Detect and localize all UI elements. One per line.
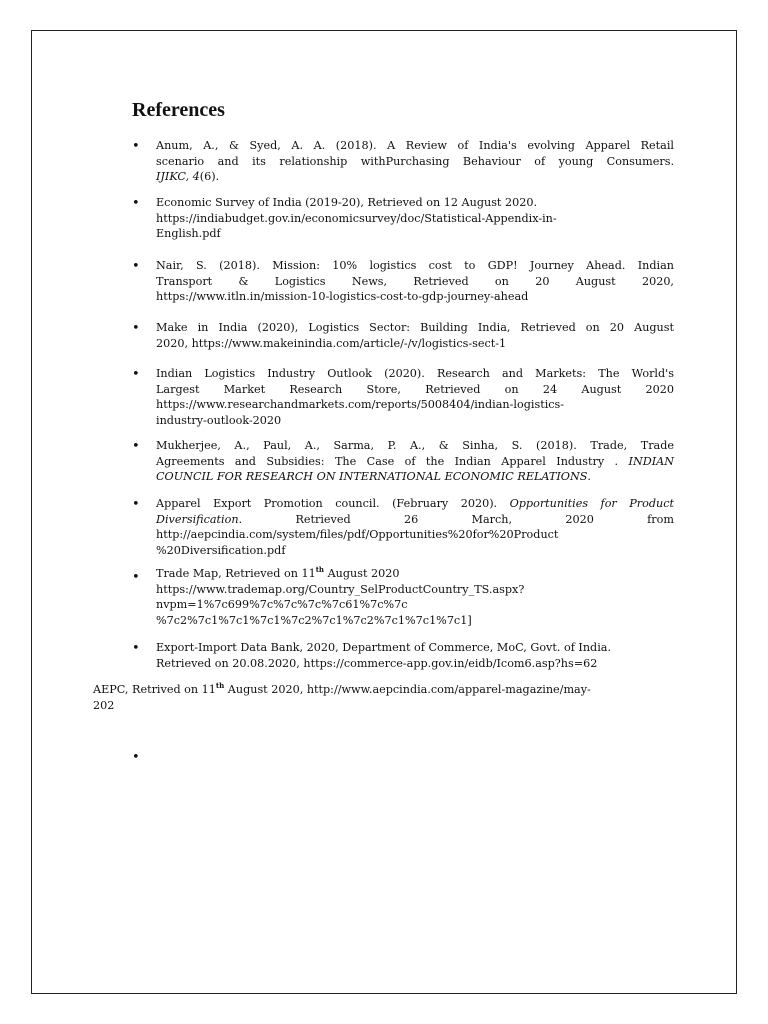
bullet-icon: •	[132, 641, 140, 656]
reference-1-line-1: Anum, A., & Syed, A. A. (2018). A Review of India's evolving Apparel Retail	[156, 139, 674, 152]
reference-6-publisher-start: INDIAN	[628, 454, 674, 468]
reference-5-url[interactable]: https://www.researchandmarkets.com/reports/5008404/indian-logistics-	[156, 398, 565, 412]
reference-8-url[interactable]: https://www.trademap.org/Country_SelProductCountry_TS.aspx?	[156, 582, 525, 596]
aepc-line-2: 202	[93, 698, 115, 712]
reference-7-title-end: Diversification.	[156, 512, 243, 526]
bullet-icon: •	[132, 497, 140, 512]
reference-5-line-1: Indian Logistics Industry Outlook (2020). Research and Markets: The World's	[156, 367, 674, 380]
reference-7-title: Opportunities for Product	[509, 497, 674, 510]
reference-4-line-1: Make in India (2020), Logistics Sector: Building India, Retrieved on 20 August	[156, 321, 674, 334]
reference-2-url-end[interactable]: English.pdf	[156, 227, 221, 241]
aepc-ordinal: th	[215, 681, 225, 690]
reference-3-line-2: Transport & Logistics News, Retrieved on 20 August 2020,	[156, 274, 674, 288]
reference-7-author: Apparel Export Promotion council. (February 2020).	[156, 497, 498, 510]
aepc-url[interactable]: August 2020, http://www.aepcindia.com/apparel-magazine/may-	[224, 683, 591, 696]
reference-7-retrieved: Retrieved 26 March, 2020 from	[295, 512, 674, 526]
empty-bullet-icon: •	[132, 750, 140, 765]
reference-6-line-1: Mukherjee, A., Paul, A., Sarma, P. A., & Sinha, S. (2018). Trade, Trade	[156, 439, 674, 452]
bullet-icon: •	[132, 196, 140, 211]
bullet-icon: •	[132, 570, 140, 585]
reference-2	[156, 195, 674, 242]
reference-6-publisher: COUNCIL FOR RESEARCH ON INTERNATIONAL ECONOMIC RELATIONS	[156, 470, 588, 484]
reference-9-line-2[interactable]: Retrieved on 20.08.2020, https://commerce-app.gov.in/eidb/Icom6.asp?hs=62	[156, 656, 598, 670]
reference-8-url-3[interactable]: %7c2%7c1%7c1%7c1%7c2%7c1%7c2%7c1%7c1%7c1]	[156, 613, 472, 627]
reference-3-url[interactable]: https://www.itln.in/mission-10-logistics-cost-to-gdp-journey-ahead	[156, 290, 529, 304]
reference-7	[156, 496, 674, 558]
reference-8-month: August 2020	[324, 567, 400, 580]
bullet-icon: •	[132, 367, 140, 382]
reference-5	[156, 366, 674, 428]
aepc-line-1: AEPC, Retrived on 11	[93, 683, 216, 696]
reference-5-url-end[interactable]: industry-outlook-2020	[156, 413, 282, 427]
reference-8-url-2[interactable]: nvpm=1%7c699%7c%7c%7c%7c61%7c%7c	[156, 598, 408, 612]
aepc-reference	[93, 682, 675, 713]
bullet-icon: •	[132, 139, 140, 154]
reference-6-line-2: Agreements and Subsidies: The Case of the Indian Apparel Industry .	[156, 454, 619, 468]
reference-2-line-1: Economic Survey of India (2019-20), Retrieved on 12 August 2020.	[156, 196, 538, 209]
reference-1-line-2: scenario and its relationship withPurchasing Behaviour of young Consumers.	[156, 154, 674, 168]
reference-1-journal: IJIKC, 4	[156, 170, 200, 184]
reference-6-period: .	[587, 470, 591, 484]
reference-7-url-end[interactable]: %20Diversification.pdf	[156, 543, 286, 557]
reference-3	[156, 258, 674, 305]
reference-1	[156, 138, 674, 185]
bullet-icon: •	[132, 259, 140, 274]
reference-3-line-1: Nair, S. (2018). Mission: 10% logistics cost to GDP! Journey Ahead. Indian	[156, 259, 674, 272]
references-heading: References	[132, 99, 225, 121]
bullet-icon: •	[132, 439, 140, 454]
reference-8-ordinal: th	[315, 565, 325, 574]
reference-9-line-1: Export-Import Data Bank, 2020, Department of Commerce, MoC, Govt. of India.	[156, 641, 612, 654]
reference-2-url[interactable]: https://indiabudget.gov.in/economicsurvey/doc/Statistical-Appendix-in-	[156, 211, 557, 225]
reference-1-issue: (6).	[199, 170, 220, 184]
reference-6	[156, 438, 674, 485]
bullet-icon: •	[132, 321, 140, 336]
reference-5-line-2: Largest Market Research Store, Retrieved on 24 August 2020	[156, 382, 674, 396]
reference-4-line-2[interactable]: 2020, https://www.makeinindia.com/article/-/v/logistics-sect-1	[156, 336, 507, 350]
reference-9	[156, 640, 674, 671]
reference-8-line-1: Trade Map, Retrieved on 11	[156, 567, 316, 580]
reference-8	[156, 566, 674, 628]
reference-7-url[interactable]: http://aepcindia.com/system/files/pdf/Opportunities%20for%20Product	[156, 528, 559, 542]
reference-4	[156, 320, 674, 351]
